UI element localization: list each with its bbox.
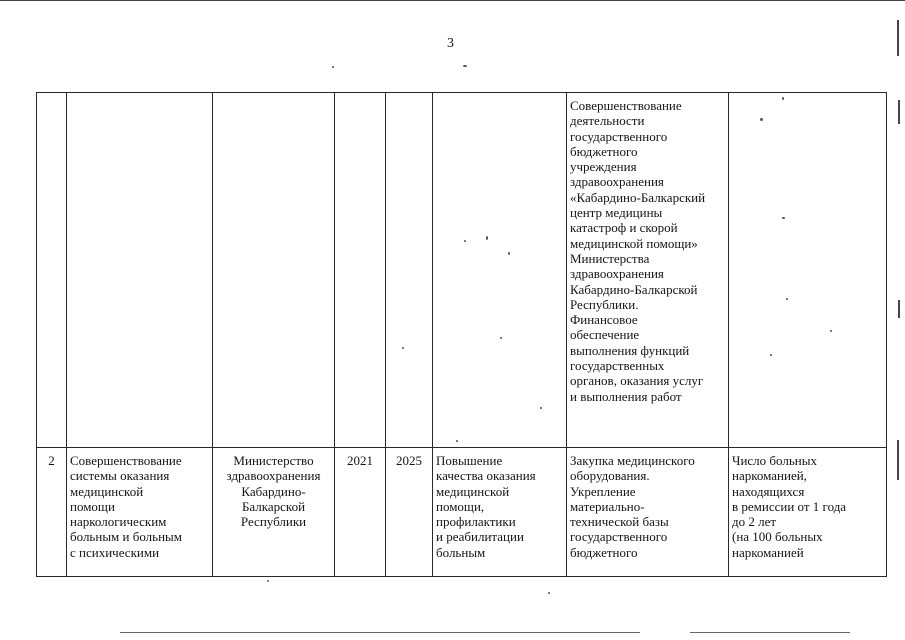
table-row	[37, 93, 887, 448]
scan-speck	[402, 347, 404, 349]
scan-speck	[456, 440, 458, 442]
cell-executor	[213, 93, 335, 448]
scan-margin-mark	[898, 100, 900, 124]
scan-speck	[782, 217, 785, 219]
cell-number: 2	[37, 448, 67, 577]
scan-speck	[540, 407, 542, 409]
cell-activities: Закупка медицинского оборудования. Укрепление материально- технической базы государственного бюджетного	[567, 448, 729, 577]
scan-speck	[770, 354, 772, 356]
cell-number	[37, 93, 67, 448]
scan-speck	[786, 298, 788, 300]
cell-name	[67, 93, 213, 448]
cell-name: Совершенствование системы оказания медицинской помощи наркологическим больным и больным с психическими	[67, 448, 213, 577]
scan-edge-line	[690, 632, 850, 633]
scan-speck	[508, 252, 510, 255]
scan-speck	[267, 580, 269, 582]
cell-executor: Министерство здравоохранения Кабардино- Балкарской Республики	[213, 448, 335, 577]
program-table	[36, 92, 887, 577]
scan-speck	[463, 65, 467, 67]
cell-result	[433, 93, 567, 448]
scan-margin-mark	[897, 20, 899, 56]
scan-margin-mark	[897, 440, 899, 480]
cell-start-year	[335, 93, 386, 448]
cell-end-year	[386, 93, 433, 448]
scan-edge-line	[0, 0, 905, 1]
scan-speck	[500, 337, 502, 339]
scan-speck	[332, 66, 334, 68]
table-row	[37, 448, 887, 577]
scan-speck	[830, 330, 832, 332]
scan-margin-mark	[898, 300, 900, 318]
cell-result: Повышение качества оказания медицинской помощи, профилактики и реабилитации больным	[433, 448, 567, 577]
scan-speck	[782, 97, 784, 100]
cell-end-year: 2025	[386, 448, 433, 577]
scan-speck	[760, 118, 763, 121]
scan-speck	[464, 240, 466, 242]
scan-speck	[486, 236, 488, 240]
scan-speck	[548, 592, 550, 594]
scan-edge-line	[120, 632, 640, 633]
page-number: 3	[447, 36, 454, 51]
cell-activities: Совершенствование деятельности государственного бюджетного учреждения здравоохранения «Кабардино-Балкарский центр медицины катастроф и скорой медицинской помощи» Министерства здравоохранения Кабардино-Балкарской Республики. Финансовое обеспечение выполнения функций государственных органов, оказания услуг и выполнения работ	[567, 93, 729, 448]
cell-indicator	[729, 93, 887, 448]
cell-start-year: 2021	[335, 448, 386, 577]
cell-indicator: Число больных наркоманией, находящихся в ремиссии от 1 года до 2 лет (на 100 больных наркоманией	[729, 448, 887, 577]
